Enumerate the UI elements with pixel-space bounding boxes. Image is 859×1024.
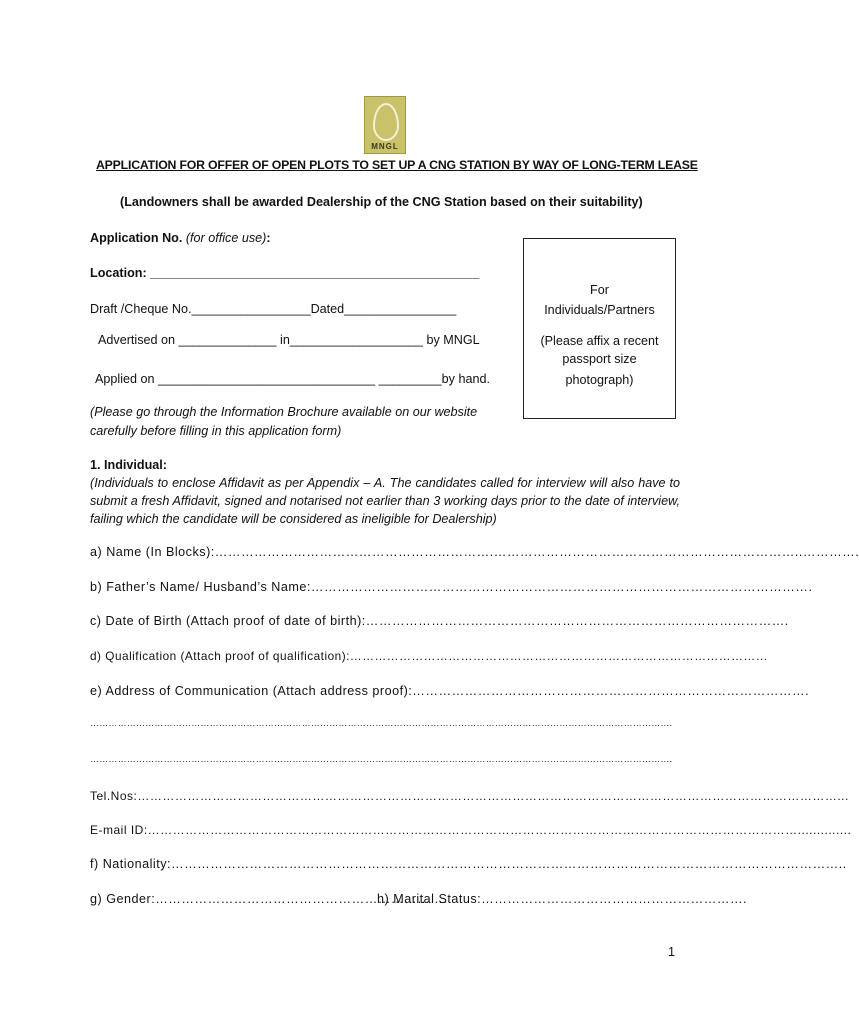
location-row (90, 266, 479, 280)
photo-box-line3: (Please affix a recent (540, 334, 659, 348)
photo-box-line2: Individuals/Partners (544, 303, 655, 317)
page-title: APPLICATION FOR OFFER OF OPEN PLOTS TO SET UP A CNG STATION BY WAY OF LONG-TERM LEASE (96, 158, 698, 172)
email-field[interactable]: E-mail ID:………………………………………………………………………………………………………………………………………….............. (90, 823, 852, 837)
brochure-note-line2: carefully before filling in this application form) (90, 424, 342, 438)
application-no-row (90, 231, 271, 245)
address-line3-field[interactable]: ………………………………………………………………………………………………………………………………………………………………………. (90, 754, 673, 764)
individual-heading: 1. Individual: (90, 458, 167, 472)
nationality-field[interactable]: f) Nationality:……………………………………………………………………………………………………………………………………….. (90, 857, 847, 871)
application-no-colon: : (266, 231, 271, 245)
mngl-logo (364, 96, 406, 154)
tel-field[interactable]: Tel.Nos:……………………………………………………………………………………………………………………………………………………... (90, 789, 849, 803)
address-field[interactable]: e) Address of Communication (Attach address proof):………………………………………………………………………………. (90, 684, 810, 698)
brochure-note-line1: (Please go through the Information Brochure available on our website (90, 405, 478, 419)
address-line2-field[interactable]: ………………………………………………………………………………………………………………………………………………………………………. (90, 718, 673, 728)
draft-cheque-row[interactable]: Draft /Cheque No._________________Dated________________ (90, 302, 457, 316)
advertised-row[interactable]: Advertised on ______________ in___________________ by MNGL (98, 333, 480, 347)
application-no-label: Application No. (90, 231, 183, 245)
page-number: 1 (668, 945, 676, 959)
photo-box-line5: photograph) (565, 373, 634, 387)
individual-note: (Individuals to enclose Affidavit as per Appendix – A. The candidates called for interview will also have to submit a fresh Affidavit, signed and notarised not earlier than 3 working days prior to the date of interview, failing which the candidate will be considered as ineligible for Dealership) (90, 476, 680, 526)
gender-field[interactable]: g) Gender:…………………………………………………………. (90, 892, 448, 906)
page-subtitle: (Landowners shall be awarded Dealership of the CNG Station based on their suitability) (120, 195, 643, 209)
photo-box-line1: For (590, 283, 609, 297)
dob-field[interactable]: c) Date of Birth (Attach proof of date of birth):……………………………………………………………………………………. (90, 614, 789, 628)
photo-box-line4: passport size (562, 352, 637, 366)
photograph-box (523, 238, 676, 419)
application-no-note: (for office use) (185, 231, 267, 245)
logo-text: MNGL (371, 142, 399, 151)
flame-leaf-icon (373, 103, 399, 141)
name-field[interactable]: a) Name (In Blocks):……………………………………………………….……………………………………………………………..…………. (90, 545, 859, 559)
qualification-field[interactable]: d) Qualification (Attach proof of qualification):………………………………………………………………………………………… (90, 649, 768, 663)
applied-row[interactable]: Applied on _______________________________ _________by hand. (95, 372, 490, 386)
location-label: Location: (90, 266, 147, 280)
father-name-field[interactable]: b) Father’s Name/ Husband’s Name:……………………………………………………………………………………………………. (90, 580, 813, 594)
location-blank[interactable]: _______________________________________________ (150, 266, 480, 280)
marital-status-field[interactable]: h) Marital Status:……………………………………………………. (377, 892, 748, 906)
